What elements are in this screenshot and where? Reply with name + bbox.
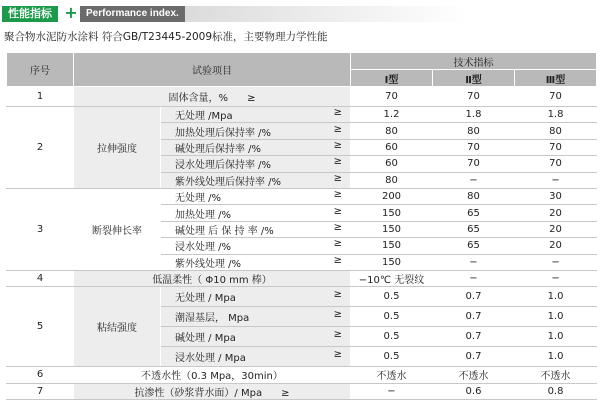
row-group: 粘结强度 bbox=[74, 287, 161, 367]
cell-type-1: 150 bbox=[351, 205, 433, 221]
cell-type-2: 65 bbox=[433, 205, 515, 221]
cell-type-3: 不透水 bbox=[515, 367, 597, 383]
plus-icon: + bbox=[64, 3, 78, 22]
product-subtitle: 聚合物水泥防水涂料 符合GB/T23445-2009标准，主要物理力学性能 bbox=[4, 31, 328, 43]
cell-type-1: 60 bbox=[351, 156, 433, 172]
cell-type-1: −10℃ 无裂纹 bbox=[351, 270, 433, 286]
row-no: 2 bbox=[7, 107, 74, 189]
cell-type-3: 1.0 bbox=[515, 347, 597, 367]
row-item: 浸水处理 / Mpa ≥ bbox=[161, 347, 351, 367]
row-item: 无处理 /Mpa ≥ bbox=[161, 107, 351, 123]
table-row bbox=[7, 383, 597, 399]
cell-type-1: 150 bbox=[351, 254, 433, 270]
table-row bbox=[7, 107, 597, 123]
row-item: 碱处理 / Mpa ≥ bbox=[161, 327, 351, 347]
row-item: 加热处理 /% ≥ bbox=[161, 205, 351, 221]
header-fade-bar bbox=[160, 6, 600, 22]
cell-type-2: 70 bbox=[433, 156, 515, 172]
row-item: 固体含量，% ≥ bbox=[74, 87, 351, 107]
header-item: 试验项目 bbox=[74, 53, 351, 87]
section-header bbox=[0, 0, 600, 26]
cell-type-1: 0.5 bbox=[351, 287, 433, 307]
row-no: 6 bbox=[7, 367, 74, 383]
row-item: 加热处理后保持率 /% ≥ bbox=[161, 123, 351, 139]
cell-type-1: 200 bbox=[351, 188, 433, 204]
cell-type-3: − bbox=[515, 172, 597, 188]
cell-type-2: 0.7 bbox=[433, 347, 515, 367]
row-item: 潮湿基层， Mpa ≥ bbox=[161, 307, 351, 327]
cell-type-1: 70 bbox=[351, 87, 433, 107]
row-item: 碱处理后保持率 /% ≥ bbox=[161, 139, 351, 155]
row-no: 7 bbox=[7, 383, 74, 399]
row-item: 抗渗性（砂浆背水面）/ Mpa ≥ bbox=[74, 383, 351, 399]
row-no: 5 bbox=[7, 287, 74, 367]
cell-type-1: 0.5 bbox=[351, 327, 433, 347]
cell-type-1: 1.2 bbox=[351, 107, 433, 123]
cell-type-1: 150 bbox=[351, 238, 433, 254]
cell-type-3: 80 bbox=[515, 123, 597, 139]
performance-table bbox=[6, 52, 597, 400]
cell-type-1: 0.5 bbox=[351, 347, 433, 367]
cell-type-2: 0.7 bbox=[433, 307, 515, 327]
header-type-2: Ⅱ型 bbox=[433, 70, 515, 87]
cell-type-2: − bbox=[433, 172, 515, 188]
row-item: 浸水处理 /% ≥ bbox=[161, 238, 351, 254]
cell-type-2: 80 bbox=[433, 188, 515, 204]
cell-type-3: 1.8 bbox=[515, 107, 597, 123]
cell-type-3: 20 bbox=[515, 238, 597, 254]
cell-type-3: 20 bbox=[515, 221, 597, 237]
cell-type-1: 80 bbox=[351, 123, 433, 139]
header-spec: 技术指标 bbox=[351, 53, 597, 70]
cell-type-3: 1.0 bbox=[515, 287, 597, 307]
row-item: 不透水性（0.3 Mpa，30min） bbox=[74, 367, 351, 383]
cell-type-3: − bbox=[515, 270, 597, 286]
header-no: 序号 bbox=[7, 53, 74, 87]
cell-type-2: 70 bbox=[433, 139, 515, 155]
cell-type-2: 80 bbox=[433, 123, 515, 139]
row-group: 断裂伸长率 bbox=[74, 188, 161, 270]
row-item: 无处理 /% ≥ bbox=[161, 188, 351, 204]
table-row bbox=[7, 287, 597, 307]
cell-type-3: 1.0 bbox=[515, 327, 597, 347]
row-item: 低温柔性（ Φ10 mm 棒） bbox=[74, 270, 351, 286]
cell-type-2: 65 bbox=[433, 221, 515, 237]
cell-type-2: 1.8 bbox=[433, 107, 515, 123]
header-type-3: Ⅲ型 bbox=[515, 70, 597, 87]
row-no: 1 bbox=[7, 87, 74, 107]
cell-type-3: 70 bbox=[515, 156, 597, 172]
cell-type-3: 0.8 bbox=[515, 383, 597, 399]
cell-type-3: 20 bbox=[515, 205, 597, 221]
table-row bbox=[7, 188, 597, 204]
section-tag-en: Performance index. bbox=[80, 6, 185, 22]
cell-type-3: 1.0 bbox=[515, 307, 597, 327]
cell-type-1: 60 bbox=[351, 139, 433, 155]
cell-type-3: 30 bbox=[515, 188, 597, 204]
cell-type-3: − bbox=[515, 254, 597, 270]
cell-type-2: − bbox=[433, 254, 515, 270]
cell-type-2: − bbox=[433, 270, 515, 286]
table-row bbox=[7, 367, 597, 383]
cell-type-1: − bbox=[351, 383, 433, 399]
row-item: 碱处理 后 保 持 率 /% ≥ bbox=[161, 221, 351, 237]
cell-type-1: 150 bbox=[351, 221, 433, 237]
table-row bbox=[7, 270, 597, 286]
row-item: 无处理 / Mpa ≥ bbox=[161, 287, 351, 307]
cell-type-1: 0.5 bbox=[351, 307, 433, 327]
row-no: 4 bbox=[7, 270, 74, 286]
row-no: 3 bbox=[7, 188, 74, 270]
section-tag-cn: 性能指标 bbox=[2, 6, 58, 22]
row-item: 浸水处理后保持率 /% ≥ bbox=[161, 156, 351, 172]
cell-type-2: 0.7 bbox=[433, 327, 515, 347]
row-item: 紫外线处理后保持率 /% ≥ bbox=[161, 172, 351, 188]
cell-type-3: 70 bbox=[515, 87, 597, 107]
cell-type-3: 70 bbox=[515, 139, 597, 155]
table-row bbox=[7, 87, 597, 107]
row-item: 紫外线处理 /% ≥ bbox=[161, 254, 351, 270]
cell-type-2: 不透水 bbox=[433, 367, 515, 383]
cell-type-2: 0.6 bbox=[433, 383, 515, 399]
row-group: 拉伸强度 bbox=[74, 107, 161, 189]
cell-type-2: 65 bbox=[433, 238, 515, 254]
header-type-1: Ⅰ型 bbox=[351, 70, 433, 87]
cell-type-1: 不透水 bbox=[351, 367, 433, 383]
cell-type-2: 70 bbox=[433, 87, 515, 107]
cell-type-1: 80 bbox=[351, 172, 433, 188]
cell-type-2: 0.7 bbox=[433, 287, 515, 307]
